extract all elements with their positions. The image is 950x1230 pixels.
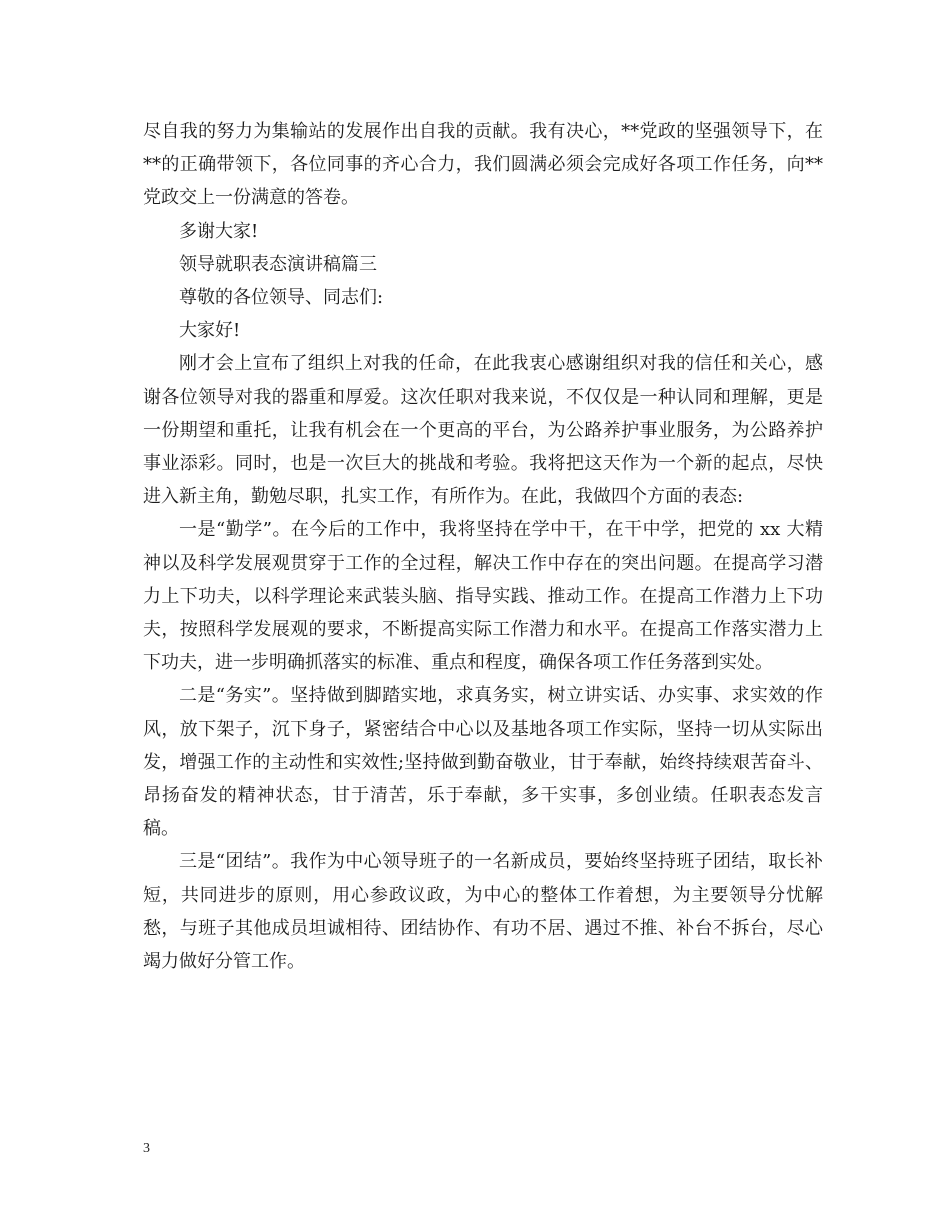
document-body xyxy=(143,115,823,978)
salutation: 尊敬的各位领导、同志们: xyxy=(179,287,384,309)
paragraph: 多谢大家! xyxy=(179,220,259,242)
paragraph: 一是“勤学”。在今后的工作中，我将坚持在学中干，在干中学，把党的 xx 大精神以及科学发展观贯穿于工作的全过程，解决工作中存在的突出问题。在提高学习潜力上下功夫，以科学理论来武装头脑、指导实践、推动工作。在提高工作潜力上下功夫，按照科学发展观的要求，不断提高实际工作潜力和水平。在提高工作落实潜力上下功夫，进一步明确抓落实的标准、重点和程度，确保各项工作任务落到实处。 xyxy=(143,519,823,674)
paragraph: 刚才会上宣布了组织上对我的任命，在此我衷心感谢组织对我的信任和关心，感谢各位领导对我的器重和厚爱。这次任职对我来说，不仅仅是一种认同和理解，更是一份期望和重托，让我有机会在一个更高的平台，为公路养护事业服务，为公路养护事业添彩。同时，也是一次巨大的挑战和考验。我将把这天作为一个新的起点，尽快进入新主角，勤勉尽职，扎实工作，有所作为。在此，我做四个方面的表态: xyxy=(143,353,823,508)
greeting: 大家好! xyxy=(179,320,241,342)
paragraph: 三是“团结”。我作为中心领导班子的一名新成员，要始终坚持班子团结，取长补短，共同进步的原则，用心参政议政，为中心的整体工作着想，为主要领导分忧解愁，与班子其他成员坦诚相待、团结协作、有功不居、遇过不推、补台不拆台，尽心竭力做好分管工作。 xyxy=(143,851,823,973)
paragraph: 二是“务实”。坚持做到脚踏实地，求真务实，树立讲实话、办实事、求实效的作风，放下架子，沉下身子，紧密结合中心以及基地各项工作实际，坚持一切从实际出发，增强工作的主动性和实效性;坚持做到勤奋敬业，甘于奉献，始终持续艰苦奋斗、昂扬奋发的精神状态，甘于清苦，乐于奉献，多干实事，多创业绩。任职表态发言稿。 xyxy=(143,685,823,840)
paragraph: 尽自我的努力为集输站的发展作出自我的贡献。我有决心，**党政的坚强领导下，在**的正确带领下，各位同事的齐心合力，我们圆满必须会完成好各项工作任务，向**党政交上一份满意的答卷。 xyxy=(143,121,823,209)
section-heading: 领导就职表态演讲稿篇三 xyxy=(179,253,377,275)
page-number: 3 xyxy=(143,1141,150,1156)
